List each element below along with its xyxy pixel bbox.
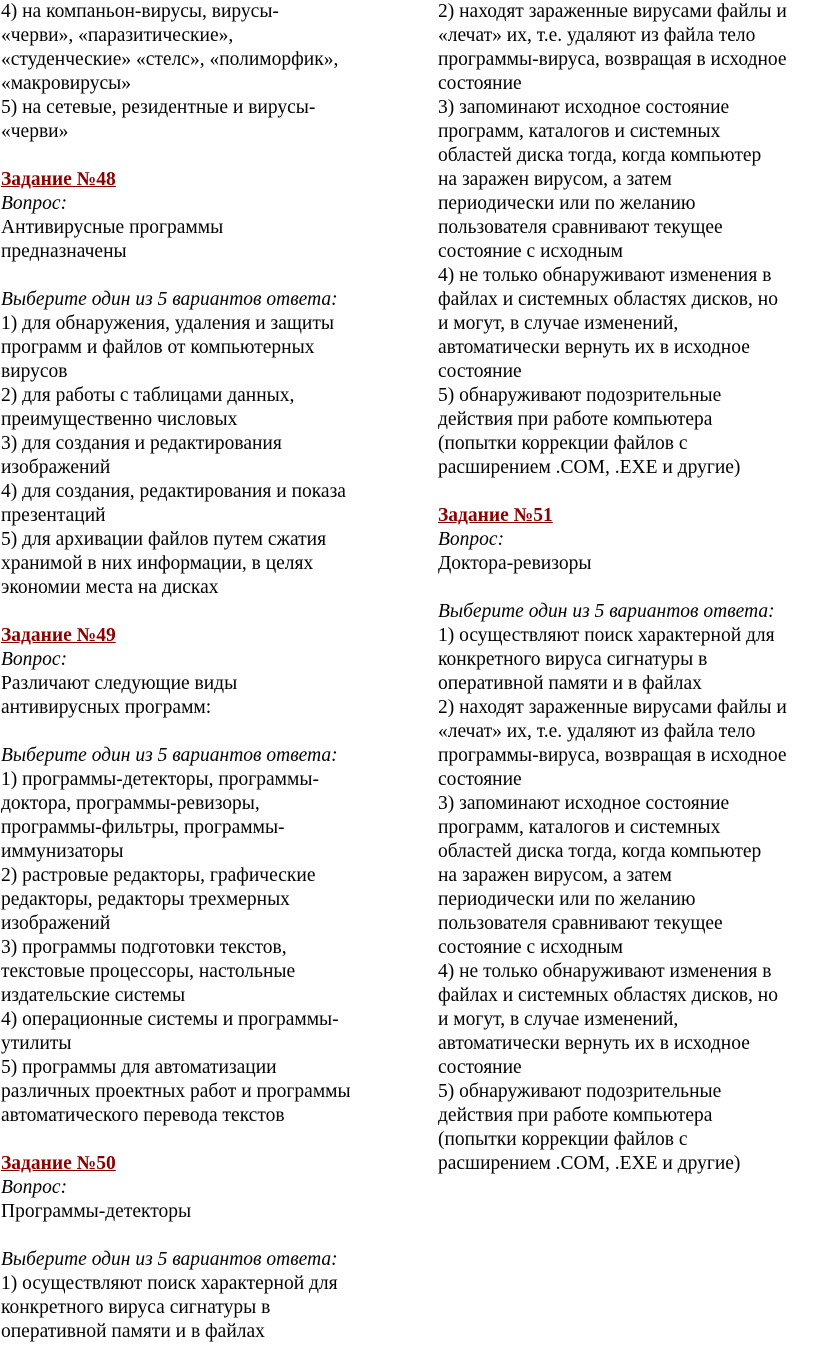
answer-option-line: 5) для архивации файлов путем сжатия: [1, 529, 327, 550]
continuation-block: [1, 0, 393, 144]
answer-option-line: 1) программы-детекторы, программы-: [1, 769, 319, 790]
answer-option-line: 1) осуществляют поиск характерной для: [438, 625, 775, 646]
answer-option-line: преимущественно числовых: [1, 409, 238, 430]
right-column: [438, 0, 816, 1176]
text-line: расширением .COM, .EXE и другие): [438, 457, 741, 478]
task-block-50: [1, 1152, 393, 1344]
question-label: Вопрос:: [438, 529, 505, 550]
text-line: 5) на сетевые, резидентные и вирусы-: [1, 97, 316, 118]
spacer: [1, 264, 393, 288]
text-line: «макровирусы»: [1, 73, 131, 94]
answer-option-line: автоматически вернуть их в исходное: [438, 1033, 750, 1054]
answer-option-line: программы-фильтры, программы-: [1, 817, 285, 838]
text-line: 4) на компаньон-вирусы, вирусы-: [1, 1, 279, 22]
answer-option-line: оперативной памяти и в файлах: [438, 673, 702, 694]
answer-option-line: файлах и системных областях дисков, но: [438, 985, 778, 1006]
answer-option-line: конкретного вируса сигнатуры в: [438, 649, 708, 670]
answer-option-line: редакторы, редакторы трехмерных: [1, 889, 290, 910]
spacer: [1, 1128, 393, 1152]
text-line: (попытки коррекции файлов с: [438, 433, 688, 454]
task-title: Задание №50: [1, 1153, 116, 1174]
answer-option-line: изображений: [1, 913, 111, 934]
answer-option-line: 4) для создания, редактирования и показа: [1, 481, 346, 502]
text-line: 5) обнаруживают подозрительные: [438, 385, 722, 406]
question-text: Антивирусные программы: [1, 217, 224, 238]
answer-option-line: на заражен вирусом, а затем: [438, 865, 672, 886]
answer-option-line: областей диска тогда, когда компьютер: [438, 841, 762, 862]
answer-option-line: презентаций: [1, 505, 106, 526]
answer-option-line: программ, каталогов и системных: [438, 817, 721, 838]
question-label: Вопрос:: [1, 649, 68, 670]
text-line: состояние с исходным: [438, 241, 623, 262]
answer-option-line: доктора, программы-ревизоры,: [1, 793, 260, 814]
spacer: [438, 576, 816, 600]
task-block-51: [438, 504, 816, 1176]
spacer: [1, 1224, 393, 1248]
text-line: «черви»: [1, 121, 69, 142]
answer-option-line: экономии места на дисках: [1, 577, 219, 598]
answer-option-line: 5) обнаруживают подозрительные: [438, 1081, 722, 1102]
task-title: Задание №51: [438, 505, 553, 526]
text-line: программы-вируса, возвращая в исходное: [438, 49, 787, 70]
answer-label: Выберите один из 5 вариантов ответа:: [438, 601, 775, 622]
answer-option-line: хранимой в них информации, в целях: [1, 553, 314, 574]
answer-option-line: 5) программы для автоматизации: [1, 1057, 277, 1078]
text-line: областей диска тогда, когда компьютер: [438, 145, 762, 166]
answer-option-line: программ и файлов от компьютерных: [1, 337, 315, 358]
answer-option-line: 2) растровые редакторы, графические: [1, 865, 316, 886]
answer-option-line: 4) не только обнаруживают изменения в: [438, 961, 772, 982]
answer-option-line: автоматического перевода текстов: [1, 1105, 285, 1126]
text-line: на заражен вирусом, а затем: [438, 169, 672, 190]
answer-option-line: различных проектных работ и программы: [1, 1081, 351, 1102]
answer-label: Выберите один из 5 вариантов ответа:: [1, 289, 338, 310]
answer-option-line: иммунизаторы: [1, 841, 124, 862]
spacer: [1, 720, 393, 744]
text-line: автоматически вернуть их в исходное: [438, 337, 750, 358]
answer-option-line: пользователя сравнивают текущее: [438, 913, 723, 934]
task-block-48: [1, 168, 393, 600]
text-line: «черви», «паразитические»,: [1, 25, 234, 46]
text-line: периодически или по желанию: [438, 193, 696, 214]
answer-option-line: 3) запоминают исходное состояние: [438, 793, 730, 814]
answer-option-line: утилиты: [1, 1033, 72, 1054]
spacer: [1, 144, 393, 168]
answer-option-line: состояние с исходным: [438, 937, 623, 958]
answer-option-line: 1) для обнаружения, удаления и защиты: [1, 313, 334, 334]
text-line: 2) находят зараженные вирусами файлы и: [438, 1, 787, 22]
question-text: Различают следующие виды: [1, 673, 238, 694]
answer-option-line: 3) программы подготовки текстов,: [1, 937, 287, 958]
answer-option-line: текстовые процессоры, настольные: [1, 961, 296, 982]
answer-label: Выберите один из 5 вариантов ответа:: [1, 1249, 338, 1270]
answer-option-line: 2) для работы с таблицами данных,: [1, 385, 295, 406]
spacer: [1, 600, 393, 624]
answer-option-line: и могут, в случае изменений,: [438, 1009, 679, 1030]
text-line: состояние: [438, 361, 522, 382]
text-line: программ, каталогов и системных: [438, 121, 721, 142]
text-line: 3) запоминают исходное состояние: [438, 97, 730, 118]
answer-option-line: программы-вируса, возвращая в исходное: [438, 745, 787, 766]
answer-option-line: расширением .COM, .EXE и другие): [438, 1153, 741, 1174]
answer-option-line: 2) находят зараженные вирусами файлы и: [438, 697, 787, 718]
answer-option-line: 3) для создания и редактирования: [1, 433, 282, 454]
answer-option-line: конкретного вируса сигнатуры в: [1, 1297, 271, 1318]
answer-option-line: вирусов: [1, 361, 68, 382]
task-title: Задание №49: [1, 625, 116, 646]
answer-label: Выберите один из 5 вариантов ответа:: [1, 745, 338, 766]
text-line: «лечат» их, т.е. удаляют из файла тело: [438, 25, 756, 46]
answer-option-line: издательские системы: [1, 985, 186, 1006]
answer-option-line: 4) операционные системы и программы-: [1, 1009, 339, 1030]
answer-option-line: периодически или по желанию: [438, 889, 696, 910]
spacer: [438, 480, 816, 504]
text-line: «студенческие» «стелс», «полиморфик»,: [1, 49, 339, 70]
text-line: и могут, в случае изменений,: [438, 313, 679, 334]
answer-option-line: состояние: [438, 1057, 522, 1078]
left-column: [1, 0, 393, 1344]
question-label: Вопрос:: [1, 193, 68, 214]
question-text: предназначены: [1, 241, 127, 262]
question-text: Программы-детекторы: [1, 1201, 192, 1222]
answer-option-line: (попытки коррекции файлов с: [438, 1129, 688, 1150]
text-line: пользователя сравнивают текущее: [438, 217, 723, 238]
text-line: файлах и системных областях дисков, но: [438, 289, 778, 310]
continuation-block: [438, 0, 816, 480]
text-line: 4) не только обнаруживают изменения в: [438, 265, 772, 286]
question-label: Вопрос:: [1, 1177, 68, 1198]
question-text: антивирусных программ:: [1, 697, 212, 718]
answer-option-line: состояние: [438, 769, 522, 790]
answer-option-line: «лечат» их, т.е. удаляют из файла тело: [438, 721, 756, 742]
answer-option-line: 1) осуществляют поиск характерной для: [1, 1273, 338, 1294]
text-line: состояние: [438, 73, 522, 94]
task-title: Задание №48: [1, 169, 116, 190]
question-text: Доктора-ревизоры: [438, 553, 592, 574]
answer-option-line: действия при работе компьютера: [438, 1105, 713, 1126]
answer-option-line: оперативной памяти и в файлах: [1, 1321, 265, 1342]
text-line: действия при работе компьютера: [438, 409, 713, 430]
answer-option-line: изображений: [1, 457, 111, 478]
task-block-49: [1, 624, 393, 1128]
